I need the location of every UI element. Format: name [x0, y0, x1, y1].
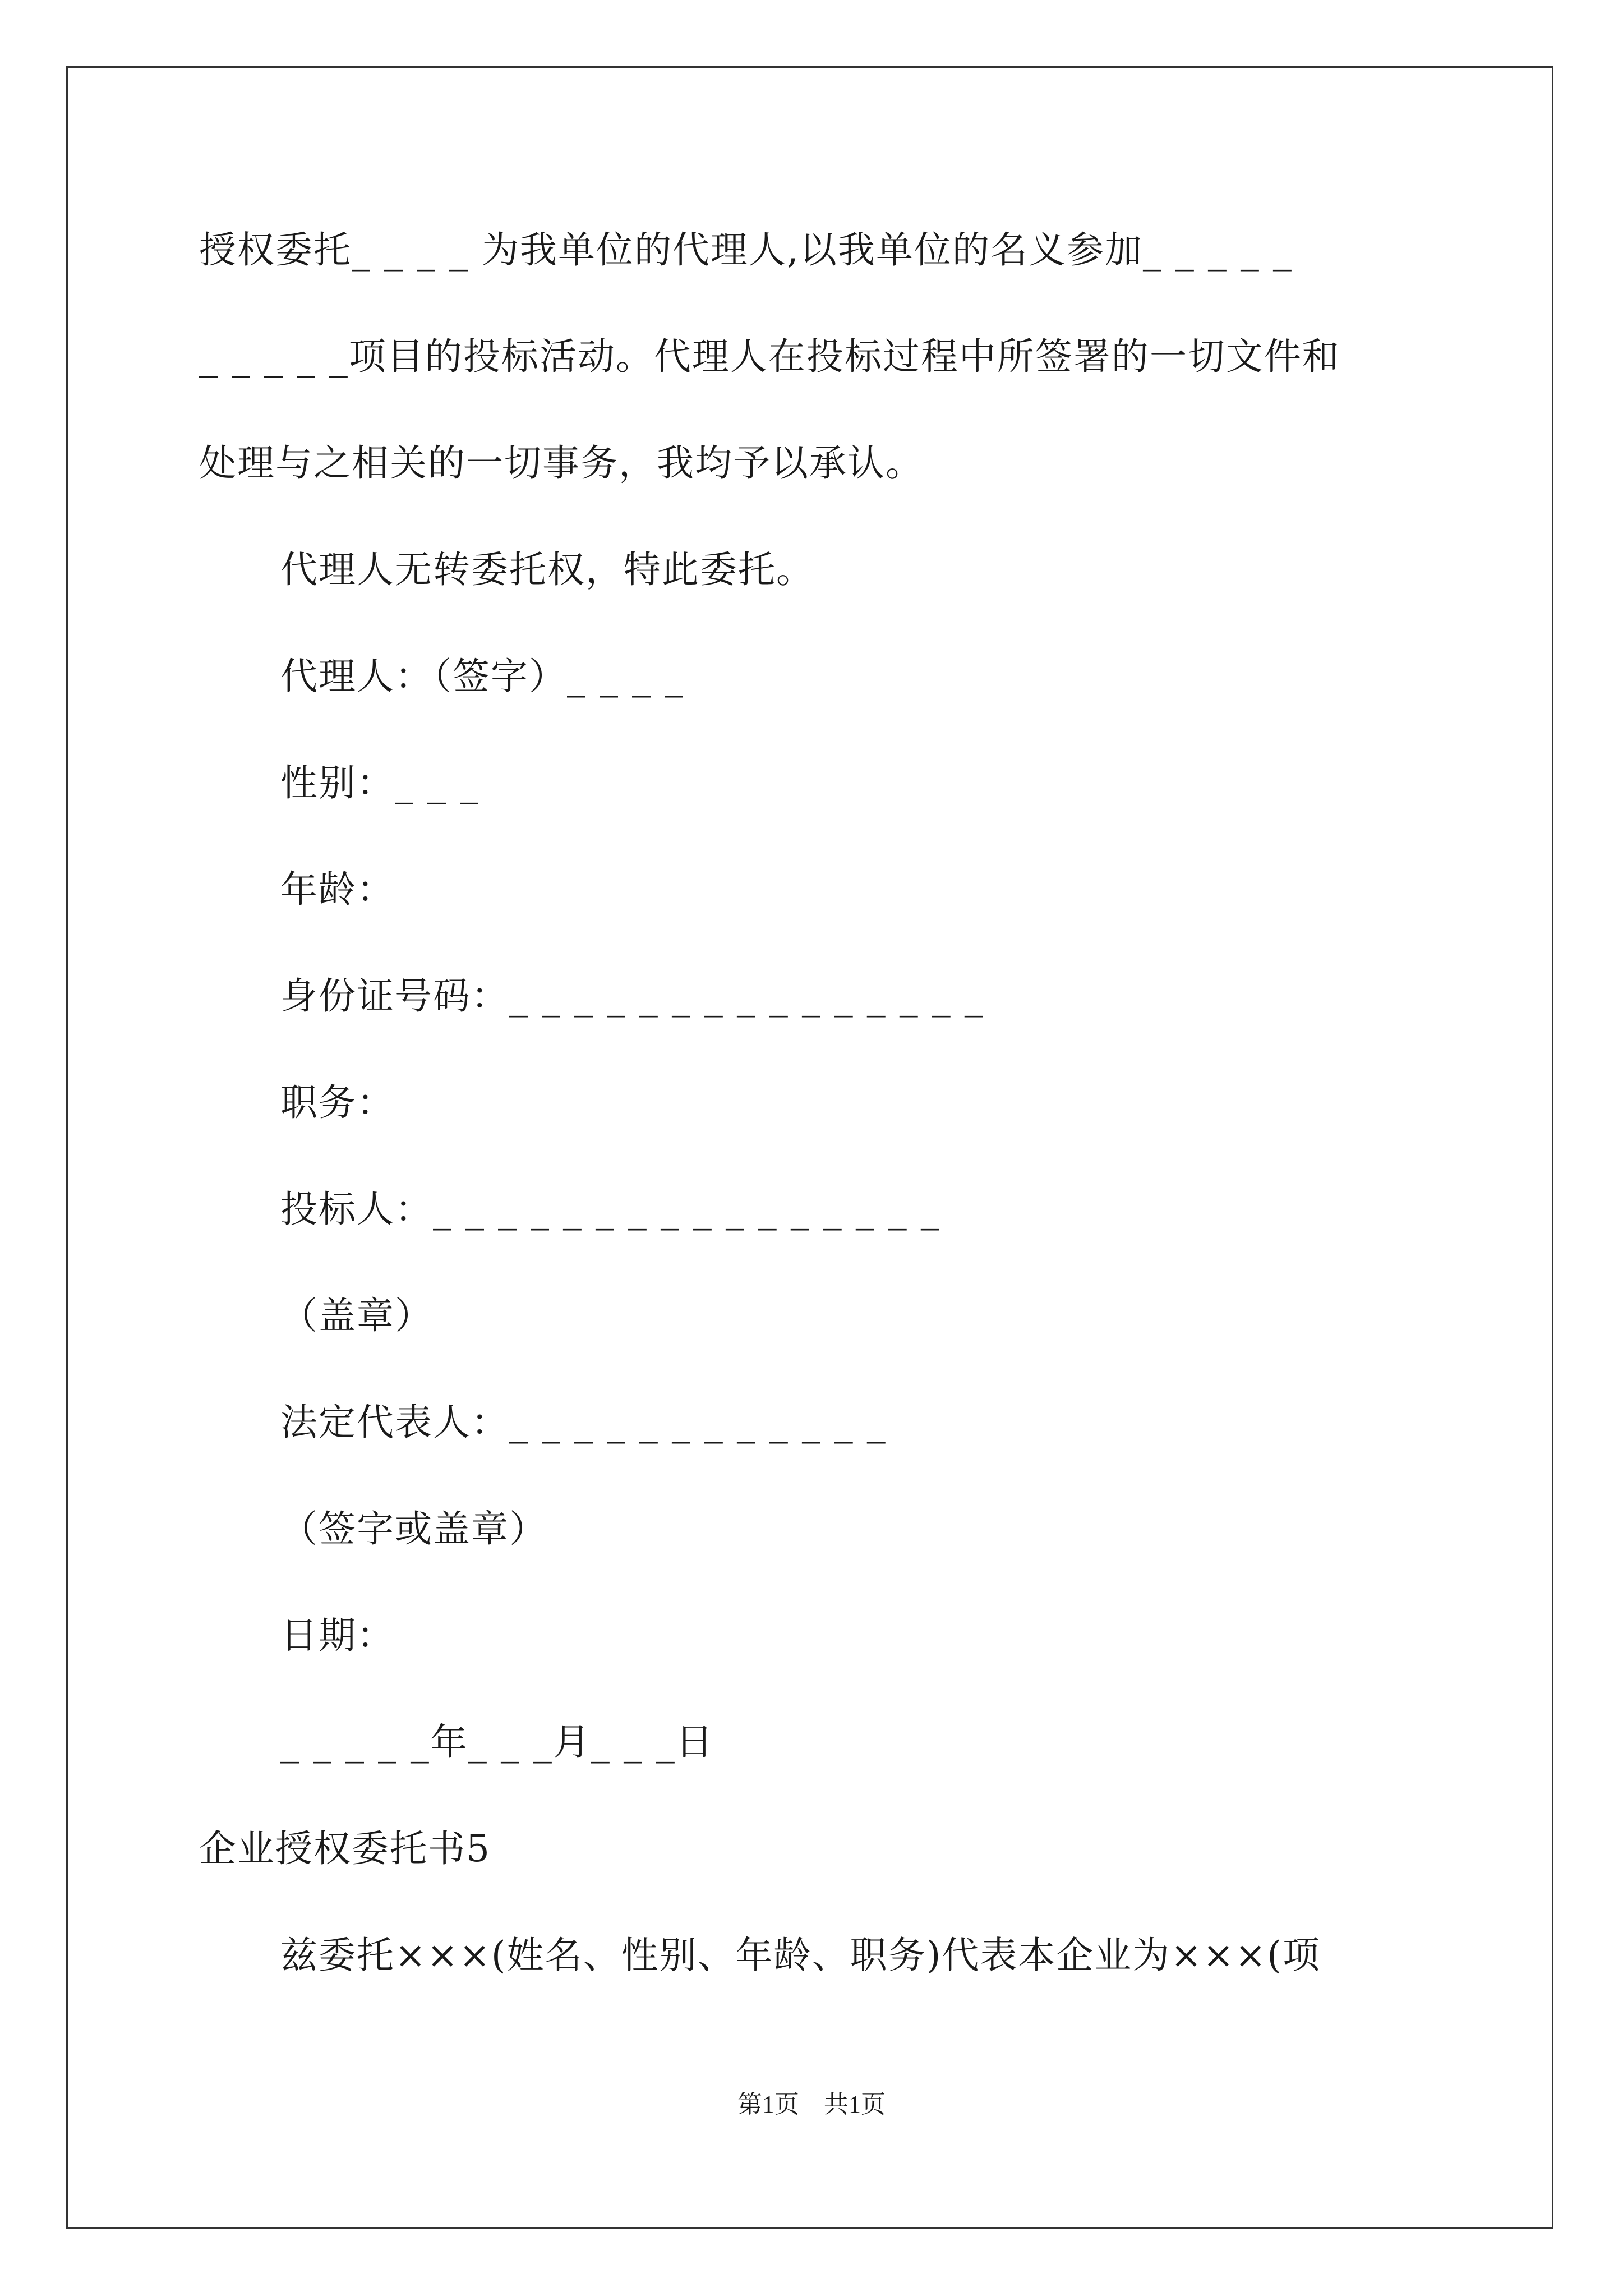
paragraph-line-3: 处理与之相关的一切事务，我均予以承认。: [199, 441, 924, 485]
paragraph-line-1: 授权委托_ _ _ _ 为我单位的代理人,以我单位的名义参加_ _ _ _ _: [199, 228, 1293, 272]
paragraph-line-2: _ _ _ _ _项目的投标活动。代理人在投标过程中所签署的一切文件和: [199, 335, 1340, 378]
statement: 代理人无转委托权，特此委托。: [280, 548, 814, 591]
age-line: 年龄：: [280, 868, 395, 911]
agent-signature-line: 代理人：（签字）_ _ _ _: [280, 655, 684, 698]
section-first-line: 兹委托×××(姓名、性别、年龄、职务)代表本企业为×××(项: [280, 1934, 1321, 1977]
legal-representative-line: 法定代表人：_ _ _ _ _ _ _ _ _ _ _ _: [280, 1401, 887, 1444]
gender-line: 性别：_ _ _: [280, 761, 479, 804]
bidder-line: 投标人：_ _ _ _ _ _ _ _ _ _ _ _ _ _ _ _: [280, 1188, 940, 1231]
date-label: 日期：: [280, 1614, 395, 1657]
page-footer: 第1页 共1页: [737, 2091, 886, 2118]
id-number-line: 身份证号码：_ _ _ _ _ _ _ _ _ _ _ _ _ _ _: [280, 974, 984, 1018]
page-frame: [66, 66, 1553, 2229]
date-fill-line: _ _ _ _ _年_ _ _月_ _ _日: [280, 1720, 714, 1764]
sign-or-seal-note: （签字或盖章）: [280, 1507, 547, 1550]
section-title: 企业授权委托书5: [199, 1827, 491, 1870]
position-line: 职务：: [280, 1081, 395, 1124]
seal-note: （盖章）: [280, 1294, 433, 1337]
